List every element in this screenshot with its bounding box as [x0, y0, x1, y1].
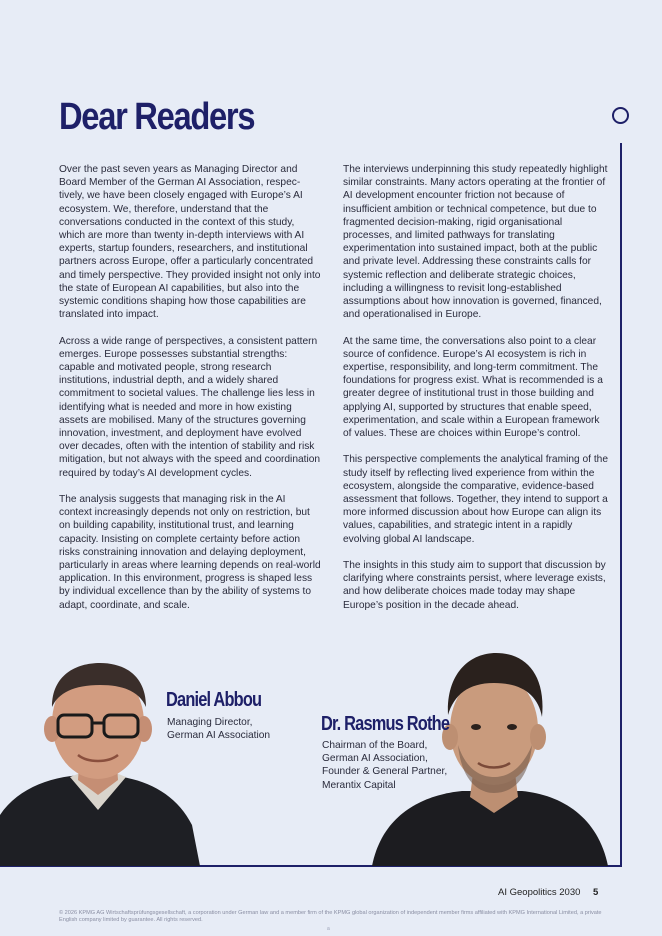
decorative-vertical-line [620, 143, 622, 866]
paragraph: The insights in this study aim to support that discussion by clarifying where constraints persist, where leverage exists, and how deliberate choices made today may shape Europe’s position in the decade ahead. [343, 560, 606, 611]
paragraph: The interviews underpinning this study repeatedly highlight similar constraints. Many actors operating at the frontier of AI development encounter friction not because of insufficient ambition or technical competence, but due to fragmented decision-making, rigid organisational processes, and limited pathways for translating experimentation into sustained impact, both at the public and private level. Addressing these constraints calls for systemic reflection and deliberate strategic choices, including a willingness to revisit long-established assumptions about how innovation is governed, financed, and operationalised in Europe. [343, 164, 608, 321]
role-line: Founder & General Partner, [322, 766, 448, 778]
role-line: Managing Director, [167, 717, 253, 728]
portrait-daniel-abbou [0, 645, 200, 866]
paragraph: This perspective complements the analytical framing of the study itself by reflecting lived experience from within the ecosystem, alongside the comparative, evidence-based assessment that follows. Together, they intend to support a more informed discussion about how Europe can align its values, capabilities, and strategic intent in a rapidly evolving global AI landscape. [343, 454, 608, 545]
publication-title: AI Geopolitics 2030 [498, 887, 581, 898]
left-text-column [59, 163, 321, 625]
page-number: 5 [593, 887, 599, 898]
paragraph: The analysis suggests that managing risk in the AI context increasingly depends not only on restriction, but on building capability, institutional trust, and learning capacity. Insisting on complete certainty before action risks constraining innovation and delaying deployment, particularly in areas where learning depends on real-world application. In this environment, progress is shaped less by individual excellence than by the ability of systems to adapt, coordinate, and scale. [59, 494, 321, 611]
signatory-role [167, 716, 270, 742]
signatory-name: Dr. Rasmus Rothe [321, 713, 450, 735]
legal-notice: © 2026 KPMG AG Wirtschaftsprüfungsgesellschaft, a corporation under German law and a member firm of the KPMG global organization of independent member firms affiliated with KPMG International Limited, a private English company limited by guarantee. All rights reserved. [59, 910, 602, 923]
page-title: Dear Readers [59, 96, 255, 138]
role-line: Merantix Capital [322, 779, 396, 791]
signatory-name: Daniel Abbou [166, 689, 262, 711]
paragraph: At the same time, the conversations also point to a clear source of confidence. Europe’s AI ecosystem is rich in expertise, responsibility, and long-term commitment. The foundations for progress exist. What is recommended is a greater degree of institutional trust in those building and applying AI, supported by structures that enable speed, experimentation, and scale within a European framework of values. These are choices within Europe’s control. [343, 335, 603, 440]
footer-publication [498, 887, 598, 898]
decorative-ring [612, 107, 629, 124]
right-text-column [343, 163, 608, 625]
role-line: German AI Association, [322, 753, 428, 765]
signatory-role [322, 739, 447, 792]
paragraph: Over the past seven years as Managing Director and Board Member of the German AI Association, respectively, we have been closely engaged with Europe’s AI ecosystem. We, therefore, understand that the conversations conducted in the context of this study, which are more than twenty in-depth interviews with AI experts, startup founders, researchers, and institutional partners across Europe, offer a particularly concentrated and timely perspective. They provided insight not only into the state of European AI capabilities, but also into the systemic conditions shaping how those capabilities are translated into impact. [59, 164, 321, 321]
page-mark: a [327, 926, 330, 932]
paragraph: Across a wide range of perspectives, a consistent pattern emerges. Europe possesses substantial strengths: capable and motivated people, strong research institutions, industrial depth, and a widely shared commitment to societal values. The challenge lies less in identifying what is needed and more in how existing assets are mobilised. Many of the structures governing innovation, investment, and deployment have evolved over decades, often with the intention of stability and risk mitigation, but not always with the speed and coordination required by today’s AI development cycles. [59, 335, 321, 479]
role-line: German AI Association [167, 730, 271, 742]
role-line: Chairman of the Board, [322, 740, 428, 751]
